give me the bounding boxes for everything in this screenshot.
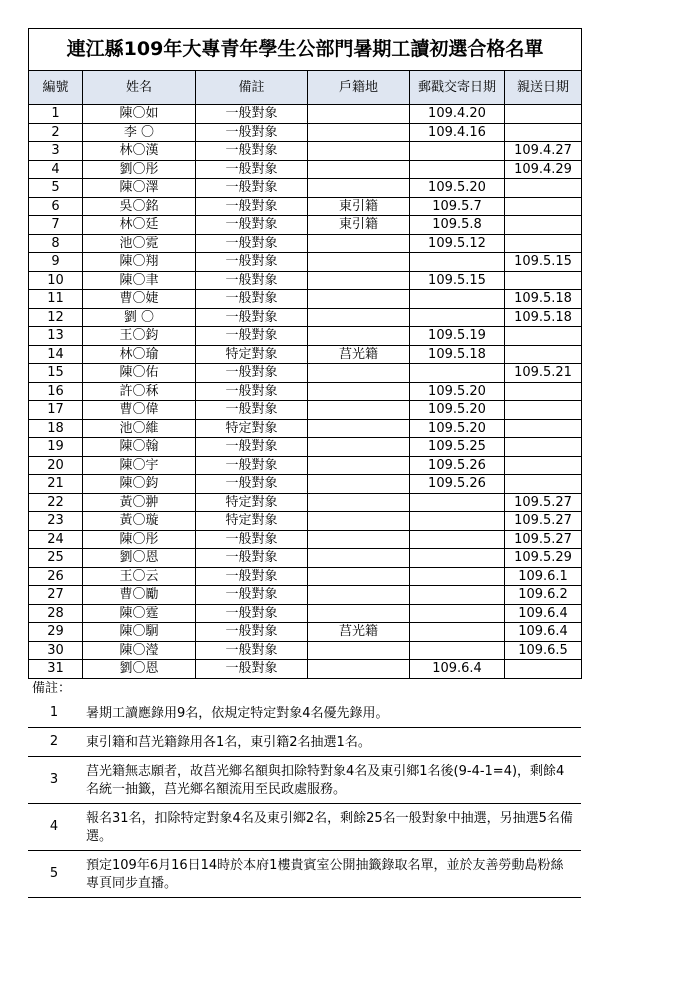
header-cell: 戶籍地 <box>308 71 410 105</box>
table-cell: 109.6.1 <box>505 567 582 586</box>
table-cell <box>308 271 410 290</box>
table-cell: 一般對象 <box>196 327 308 346</box>
table-cell: 109.5.19 <box>410 327 505 346</box>
note-item <box>28 728 581 757</box>
table-cell: 一般對象 <box>196 234 308 253</box>
table-cell: 109.5.27 <box>505 493 582 512</box>
table-cell: 109.6.2 <box>505 586 582 605</box>
table-cell: 109.5.8 <box>410 216 505 235</box>
table-cell: 莒光籍 <box>308 345 410 364</box>
table-cell <box>505 438 582 457</box>
table-cell: 9 <box>29 253 83 272</box>
header-cell: 姓名 <box>83 71 196 105</box>
table-row <box>29 567 582 586</box>
note-item <box>28 699 581 728</box>
table-cell: 109.6.4 <box>410 660 505 679</box>
table-cell: 陳〇霆 <box>83 604 196 623</box>
table-row <box>29 105 582 124</box>
table-cell: 109.5.29 <box>505 549 582 568</box>
table-cell <box>410 641 505 660</box>
table-cell <box>410 290 505 309</box>
table-cell <box>308 493 410 512</box>
table-cell: 109.5.20 <box>410 382 505 401</box>
table-cell: 陳〇翔 <box>83 253 196 272</box>
table-cell: 15 <box>29 364 83 383</box>
table-cell <box>505 123 582 142</box>
table-cell: 李 〇 <box>83 123 196 142</box>
document <box>28 28 581 898</box>
table-cell <box>505 382 582 401</box>
table-row <box>29 290 582 309</box>
table-cell <box>308 419 410 438</box>
table-cell: 6 <box>29 197 83 216</box>
table-cell: 109.5.25 <box>410 438 505 457</box>
table-cell: 一般對象 <box>196 197 308 216</box>
table-cell <box>505 475 582 494</box>
table-cell: 4 <box>29 160 83 179</box>
table-cell <box>308 475 410 494</box>
table-cell: 黃〇翀 <box>83 493 196 512</box>
table-cell <box>410 586 505 605</box>
table-cell <box>308 364 410 383</box>
table-cell <box>308 549 410 568</box>
note-item <box>28 804 581 851</box>
note-number: 3 <box>49 771 59 787</box>
table-cell: 曹〇婕 <box>83 290 196 309</box>
table-row <box>29 197 582 216</box>
table-cell: 特定對象 <box>196 493 308 512</box>
table-cell: 19 <box>29 438 83 457</box>
table-cell: 一般對象 <box>196 530 308 549</box>
table-cell: 109.5.26 <box>410 475 505 494</box>
applicant-table <box>28 28 582 679</box>
table-cell: 一般對象 <box>196 271 308 290</box>
table-row <box>29 216 582 235</box>
table-row <box>29 401 582 420</box>
note-text: 報名31名，扣除特定對象4名及東引鄉2名，剩餘25名一般對象中抽選，另抽選5名備選。 <box>86 810 573 844</box>
note-item <box>28 851 581 898</box>
table-cell: 劉〇彤 <box>83 160 196 179</box>
table-cell: 12 <box>29 308 83 327</box>
table-row <box>29 660 582 679</box>
note-number: 2 <box>49 733 59 749</box>
table-cell <box>505 105 582 124</box>
table-cell <box>308 604 410 623</box>
table-cell: 21 <box>29 475 83 494</box>
table-row <box>29 623 582 642</box>
table-row <box>29 123 582 142</box>
table-cell: 一般對象 <box>196 623 308 642</box>
table-cell: 一般對象 <box>196 216 308 235</box>
table-cell: 一般對象 <box>196 105 308 124</box>
table-cell <box>308 641 410 660</box>
table-cell <box>308 512 410 531</box>
table-cell: 3 <box>29 142 83 161</box>
table-cell: 109.5.18 <box>410 345 505 364</box>
table-cell: 109.5.21 <box>505 364 582 383</box>
note-item <box>28 757 581 804</box>
table-cell <box>505 327 582 346</box>
table-cell <box>410 530 505 549</box>
table-cell <box>410 549 505 568</box>
table-row <box>29 160 582 179</box>
table-cell: 18 <box>29 419 83 438</box>
table-cell: 莒光籍 <box>308 623 410 642</box>
table-cell: 13 <box>29 327 83 346</box>
table-row <box>29 475 582 494</box>
table-cell <box>410 604 505 623</box>
table-cell <box>410 493 505 512</box>
table-cell <box>410 623 505 642</box>
table-cell: 28 <box>29 604 83 623</box>
table-cell <box>505 419 582 438</box>
table-cell: 109.5.15 <box>410 271 505 290</box>
table-cell: 林〇廷 <box>83 216 196 235</box>
table-cell: 109.5.18 <box>505 290 582 309</box>
table-cell: 一般對象 <box>196 641 308 660</box>
table-cell: 16 <box>29 382 83 401</box>
table-row <box>29 586 582 605</box>
table-row <box>29 419 582 438</box>
table-cell: 22 <box>29 493 83 512</box>
table-cell: 29 <box>29 623 83 642</box>
table-cell: 7 <box>29 216 83 235</box>
table-cell: 一般對象 <box>196 308 308 327</box>
table-cell: 池〇維 <box>83 419 196 438</box>
table-cell: 一般對象 <box>196 438 308 457</box>
header-cell: 備註 <box>196 71 308 105</box>
table-cell: 31 <box>29 660 83 679</box>
table-row <box>29 604 582 623</box>
table-cell: 23 <box>29 512 83 531</box>
table-cell: 一般對象 <box>196 364 308 383</box>
table-cell <box>308 290 410 309</box>
table-cell: 一般對象 <box>196 604 308 623</box>
table-cell: 109.5.27 <box>505 512 582 531</box>
table-cell <box>308 438 410 457</box>
table-cell <box>308 179 410 198</box>
table-cell <box>505 197 582 216</box>
table-cell <box>308 382 410 401</box>
table-cell: 陳〇瀅 <box>83 641 196 660</box>
table-cell <box>308 401 410 420</box>
table-cell: 王〇云 <box>83 567 196 586</box>
table-cell: 11 <box>29 290 83 309</box>
table-row <box>29 438 582 457</box>
table-cell: 陳〇翰 <box>83 438 196 457</box>
table-cell: 109.4.16 <box>410 123 505 142</box>
table-cell: 陳〇聿 <box>83 271 196 290</box>
table-cell: 黃〇璇 <box>83 512 196 531</box>
table-cell: 劉 〇 <box>83 308 196 327</box>
table-cell <box>505 660 582 679</box>
table-row <box>29 456 582 475</box>
table-cell: 東引籍 <box>308 197 410 216</box>
table-cell: 一般對象 <box>196 160 308 179</box>
table-cell: 曹〇偉 <box>83 401 196 420</box>
table-cell: 109.6.4 <box>505 623 582 642</box>
table-cell: 一般對象 <box>196 179 308 198</box>
table-cell: 14 <box>29 345 83 364</box>
table-cell: 池〇霓 <box>83 234 196 253</box>
table-cell <box>410 308 505 327</box>
table-cell: 109.5.26 <box>410 456 505 475</box>
table-cell: 8 <box>29 234 83 253</box>
table-cell: 109.5.15 <box>505 253 582 272</box>
table-cell <box>505 234 582 253</box>
table-cell <box>308 123 410 142</box>
table-cell <box>308 234 410 253</box>
table-row <box>29 345 582 364</box>
table-cell: 109.4.20 <box>410 105 505 124</box>
table-cell: 27 <box>29 586 83 605</box>
table-cell: 109.5.12 <box>410 234 505 253</box>
table-cell <box>505 216 582 235</box>
table-cell: 109.5.20 <box>410 179 505 198</box>
table-cell: 一般對象 <box>196 456 308 475</box>
note-text: 莒光籍無志願者，故莒光鄉名額與扣除特對象4名及東引鄉1名後(9-4-1=4)，剩餘4名統一抽籤，莒光鄉名額流用至民政處服務。 <box>86 763 565 797</box>
table-cell: 一般對象 <box>196 475 308 494</box>
table-cell: 曹〇勵 <box>83 586 196 605</box>
header-row <box>29 71 582 105</box>
table-cell: 109.4.29 <box>505 160 582 179</box>
table-row <box>29 382 582 401</box>
table-cell: 一般對象 <box>196 586 308 605</box>
table-cell: 5 <box>29 179 83 198</box>
table-row <box>29 308 582 327</box>
table-cell <box>308 142 410 161</box>
table-cell <box>308 530 410 549</box>
table-cell <box>308 327 410 346</box>
table-cell: 10 <box>29 271 83 290</box>
table-cell <box>410 253 505 272</box>
table-cell: 林〇漢 <box>83 142 196 161</box>
table-cell <box>308 456 410 475</box>
table-cell <box>505 345 582 364</box>
table-cell: 109.5.18 <box>505 308 582 327</box>
table-cell: 109.6.4 <box>505 604 582 623</box>
table-cell <box>410 160 505 179</box>
table-cell: 一般對象 <box>196 549 308 568</box>
table-cell: 陳〇澤 <box>83 179 196 198</box>
table-cell <box>308 308 410 327</box>
table-cell: 特定對象 <box>196 512 308 531</box>
table-cell: 吳〇銘 <box>83 197 196 216</box>
table-row <box>29 234 582 253</box>
table-cell: 陳〇駉 <box>83 623 196 642</box>
table-cell: 26 <box>29 567 83 586</box>
table-cell: 一般對象 <box>196 567 308 586</box>
table-cell: 陳〇佑 <box>83 364 196 383</box>
notes-list <box>28 699 581 898</box>
table-cell <box>308 160 410 179</box>
table-cell: 109.4.27 <box>505 142 582 161</box>
table-cell: 30 <box>29 641 83 660</box>
table-row <box>29 253 582 272</box>
table-cell: 109.6.5 <box>505 641 582 660</box>
table-row <box>29 142 582 161</box>
table-row <box>29 641 582 660</box>
table-cell: 東引籍 <box>308 216 410 235</box>
table-cell: 109.5.20 <box>410 419 505 438</box>
table-cell: 劉〇恩 <box>83 660 196 679</box>
table-cell: 陳〇鈞 <box>83 475 196 494</box>
note-text: 東引籍和莒光籍錄用各1名，東引籍2名抽選1名。 <box>86 734 371 750</box>
table-cell: 許〇秝 <box>83 382 196 401</box>
table-row <box>29 549 582 568</box>
note-number: 1 <box>49 704 59 720</box>
table-row <box>29 364 582 383</box>
table-cell <box>308 660 410 679</box>
table-cell: 109.5.7 <box>410 197 505 216</box>
table-row <box>29 493 582 512</box>
table-row <box>29 271 582 290</box>
table-cell <box>308 253 410 272</box>
table-cell <box>410 567 505 586</box>
table-cell <box>505 401 582 420</box>
table-row <box>29 327 582 346</box>
table-cell: 一般對象 <box>196 382 308 401</box>
table-cell: 一般對象 <box>196 290 308 309</box>
note-number: 4 <box>49 818 59 834</box>
table-cell: 一般對象 <box>196 660 308 679</box>
header-cell: 郵戳交寄日期 <box>410 71 505 105</box>
table-cell: 劉〇恩 <box>83 549 196 568</box>
table-cell: 王〇鈞 <box>83 327 196 346</box>
table-cell: 陳〇彤 <box>83 530 196 549</box>
table-row <box>29 179 582 198</box>
table-cell: 一般對象 <box>196 123 308 142</box>
table-cell: 24 <box>29 530 83 549</box>
table-cell: 特定對象 <box>196 419 308 438</box>
table-cell <box>505 179 582 198</box>
table-cell: 特定對象 <box>196 345 308 364</box>
header-cell: 親送日期 <box>505 71 582 105</box>
table-cell <box>505 456 582 475</box>
table-cell: 一般對象 <box>196 253 308 272</box>
table-cell: 109.5.27 <box>505 530 582 549</box>
table-cell <box>410 142 505 161</box>
table-cell: 陳〇宇 <box>83 456 196 475</box>
table-cell <box>308 567 410 586</box>
table-cell: 一般對象 <box>196 401 308 420</box>
table-cell <box>410 512 505 531</box>
table-cell: 陳〇如 <box>83 105 196 124</box>
table-cell: 25 <box>29 549 83 568</box>
note-number: 5 <box>49 865 59 881</box>
table-cell: 20 <box>29 456 83 475</box>
table-cell <box>505 271 582 290</box>
table-row <box>29 530 582 549</box>
table-row <box>29 512 582 531</box>
table-cell <box>308 105 410 124</box>
notes-label: 備註： <box>32 680 72 696</box>
table-title: 連江縣109年大專青年學生公部門暑期工讀初選合格名單 <box>29 29 582 71</box>
table-cell: 林〇瑜 <box>83 345 196 364</box>
note-text: 暑期工讀應錄用9名，依規定特定對象4名優先錄用。 <box>86 705 389 721</box>
table-cell: 1 <box>29 105 83 124</box>
table-cell: 109.5.20 <box>410 401 505 420</box>
note-text: 預定109年6月16日14時於本府1樓貴賓室公開抽籤錄取名單，並於友善勞動島粉絲專頁同步直播。 <box>86 857 564 891</box>
table-cell: 一般對象 <box>196 142 308 161</box>
table-cell: 17 <box>29 401 83 420</box>
table-cell <box>410 364 505 383</box>
header-cell: 編號 <box>29 71 83 105</box>
table-cell <box>308 586 410 605</box>
table-cell: 2 <box>29 123 83 142</box>
